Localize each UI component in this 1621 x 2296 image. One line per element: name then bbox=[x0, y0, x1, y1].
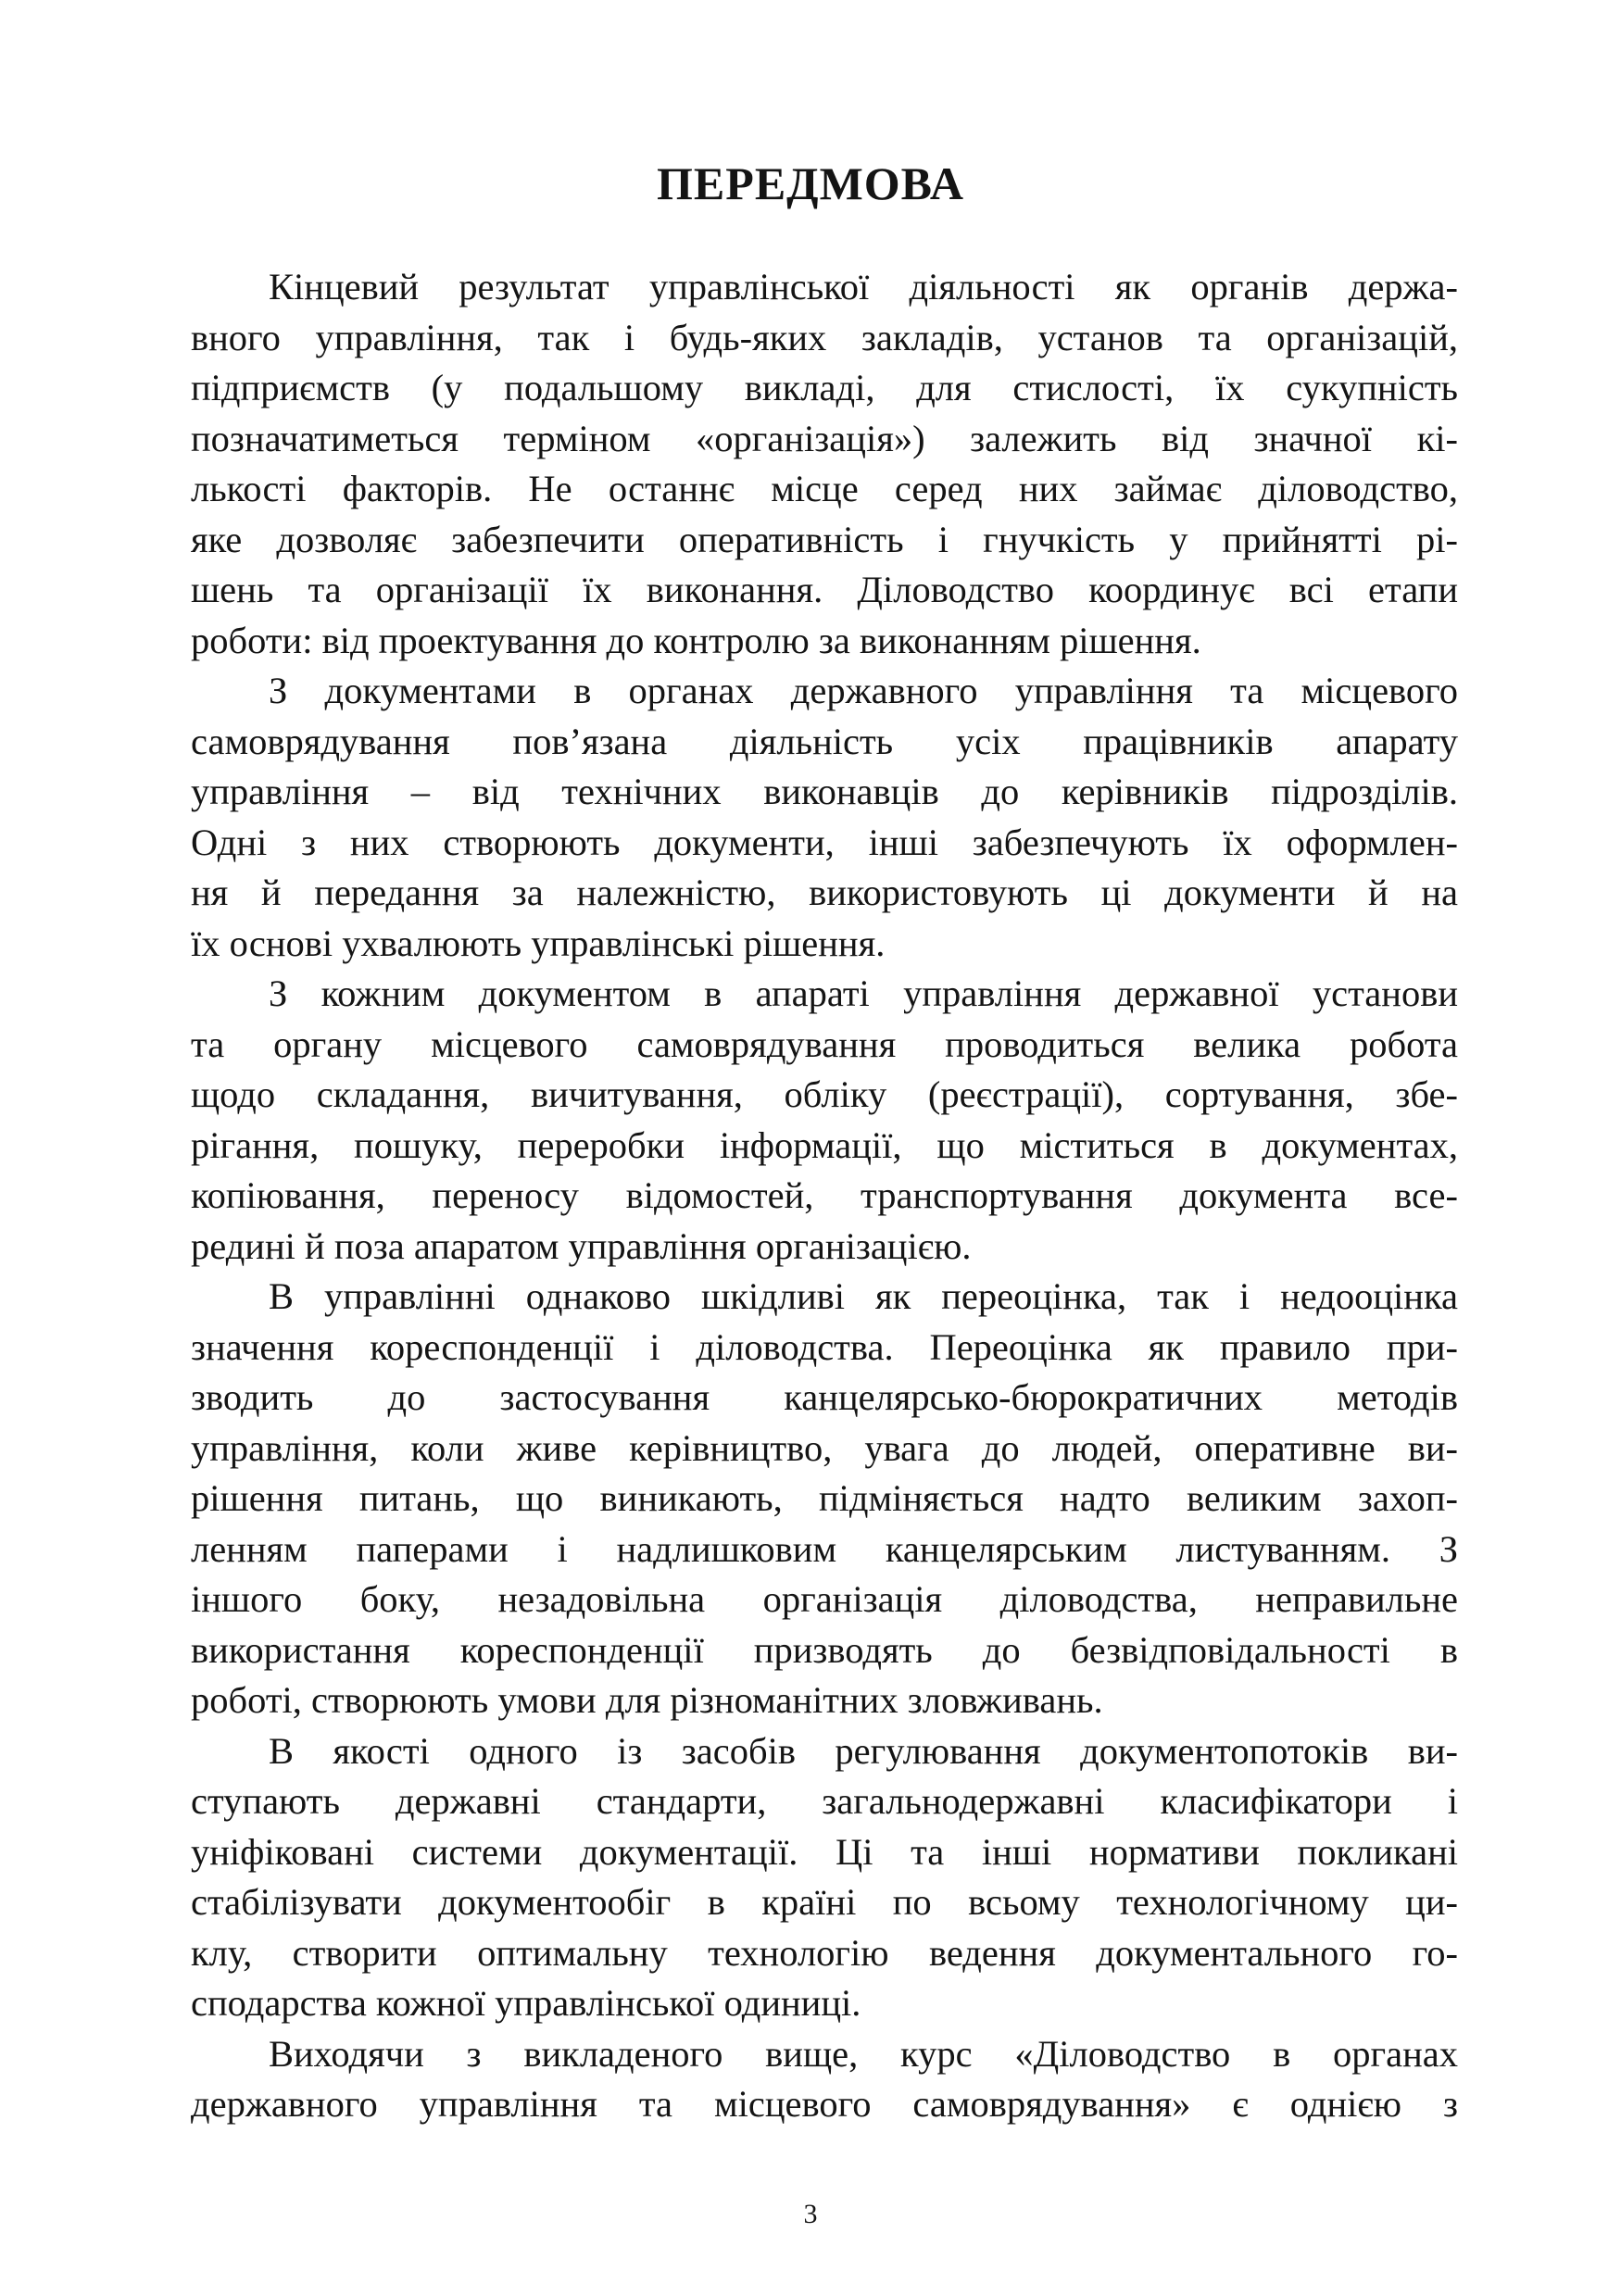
text-line: ленням паперами і надлишковим канцелярським листуванням. З bbox=[191, 1527, 1458, 1570]
text-line: ступають державні стандарти, загальнодержавні класифікатори і bbox=[191, 1780, 1458, 1822]
text-line: управління, коли живе керівництво, увага до людей, оперативне ви- bbox=[191, 1426, 1458, 1469]
text-line: З кожним документом в апараті управління державної установи bbox=[269, 972, 1458, 1014]
body-text bbox=[191, 262, 1458, 2130]
text-line: самоврядування пов’язана діяльність усіх працівників апарату bbox=[191, 720, 1458, 762]
text-line: яке дозволяє забезпечити оперативність і гнучкість у прийнятті рі- bbox=[191, 518, 1458, 560]
page-number: 3 bbox=[803, 2199, 818, 2229]
text-line: редині й поза апаратом управління організацією. bbox=[191, 1224, 972, 1267]
text-line: В якості одного із засобів регулювання документопотоків ви- bbox=[269, 1729, 1458, 1772]
text-line: В управлінні однаково шкідливі як переоцінка, так і недооцінка bbox=[269, 1275, 1458, 1317]
text-line: використання кореспонденції призводять до безвідповідальності в bbox=[191, 1628, 1458, 1671]
text-line: шень та організації їх виконання. Діловодство координує всі етапи bbox=[191, 569, 1458, 610]
text-line: щодо складання, вичитування, обліку (реєстрації), сортування, збе- bbox=[191, 1073, 1458, 1115]
text-line: державного управління та місцевого самоврядування» є однією з bbox=[191, 2083, 1458, 2125]
text-line: вного управління, так і будь-яких закладів, установ та організацій, bbox=[191, 316, 1458, 358]
text-line: та органу місцевого самоврядування проводиться велика робота bbox=[191, 1023, 1458, 1065]
text-line: З документами в органах державного управління та місцевого bbox=[269, 670, 1458, 711]
text-line: сподарства кожної управлінської одиниці. bbox=[191, 1982, 861, 2024]
text-line: роботи: від проектування до контролю за виконанням рішення. bbox=[191, 619, 1201, 661]
text-line: Виходячи з викладеного вище, курс «Діловодство в органах bbox=[269, 2032, 1458, 2075]
text-line: значення кореспонденції і діловодства. Переоцінка як правило при- bbox=[191, 1325, 1458, 1368]
text-line: копіювання, переносу відомостей, транспортування документа все- bbox=[191, 1174, 1458, 1216]
text-line: рігання, пошуку, переробки інформації, що міститься в документах, bbox=[191, 1123, 1458, 1166]
text-line: роботі, створюють умови для різноманітних зловживань. bbox=[191, 1679, 1103, 1721]
text-line: уніфіковані системи документації. Ці та інші нормативи покликані bbox=[191, 1830, 1458, 1873]
text-line: лькості факторів. Не останнє місце серед них займає діловодство, bbox=[191, 468, 1458, 509]
page-title: ПЕРЕДМОВА bbox=[657, 157, 964, 209]
text-line: Одні з них створюють документи, інші забезпечують їх оформлен- bbox=[191, 821, 1458, 863]
text-line: управління – від технічних виконавців до керівників підрозділів. bbox=[191, 771, 1458, 812]
text-line: позначатиметься терміном «організація») залежить від значної кі- bbox=[191, 417, 1458, 459]
text-line: стабілізувати документообіг в країні по всьому технологічному ци- bbox=[191, 1881, 1458, 1923]
text-line: іншого боку, незадовільна організація діловодства, неправильне bbox=[191, 1578, 1458, 1620]
text-line: Кінцевий результат управлінської діяльності як органів держа- bbox=[269, 266, 1458, 307]
text-line: зводить до застосування канцелярсько-бюрократичних методів bbox=[191, 1376, 1458, 1418]
text-line: підприємств (у подальшому викладі, для стислості, їх сукупність bbox=[191, 367, 1458, 408]
text-line: клу, створити оптимальну технологію ведення документального го- bbox=[191, 1931, 1458, 1974]
text-line: рішення питань, що виникають, підміняється надто великим захоп- bbox=[191, 1477, 1458, 1519]
text-line: ня й передання за належністю, використовують ці документи й на bbox=[191, 872, 1458, 913]
text-line: їх основі ухвалюють управлінські рішення. bbox=[191, 922, 886, 964]
